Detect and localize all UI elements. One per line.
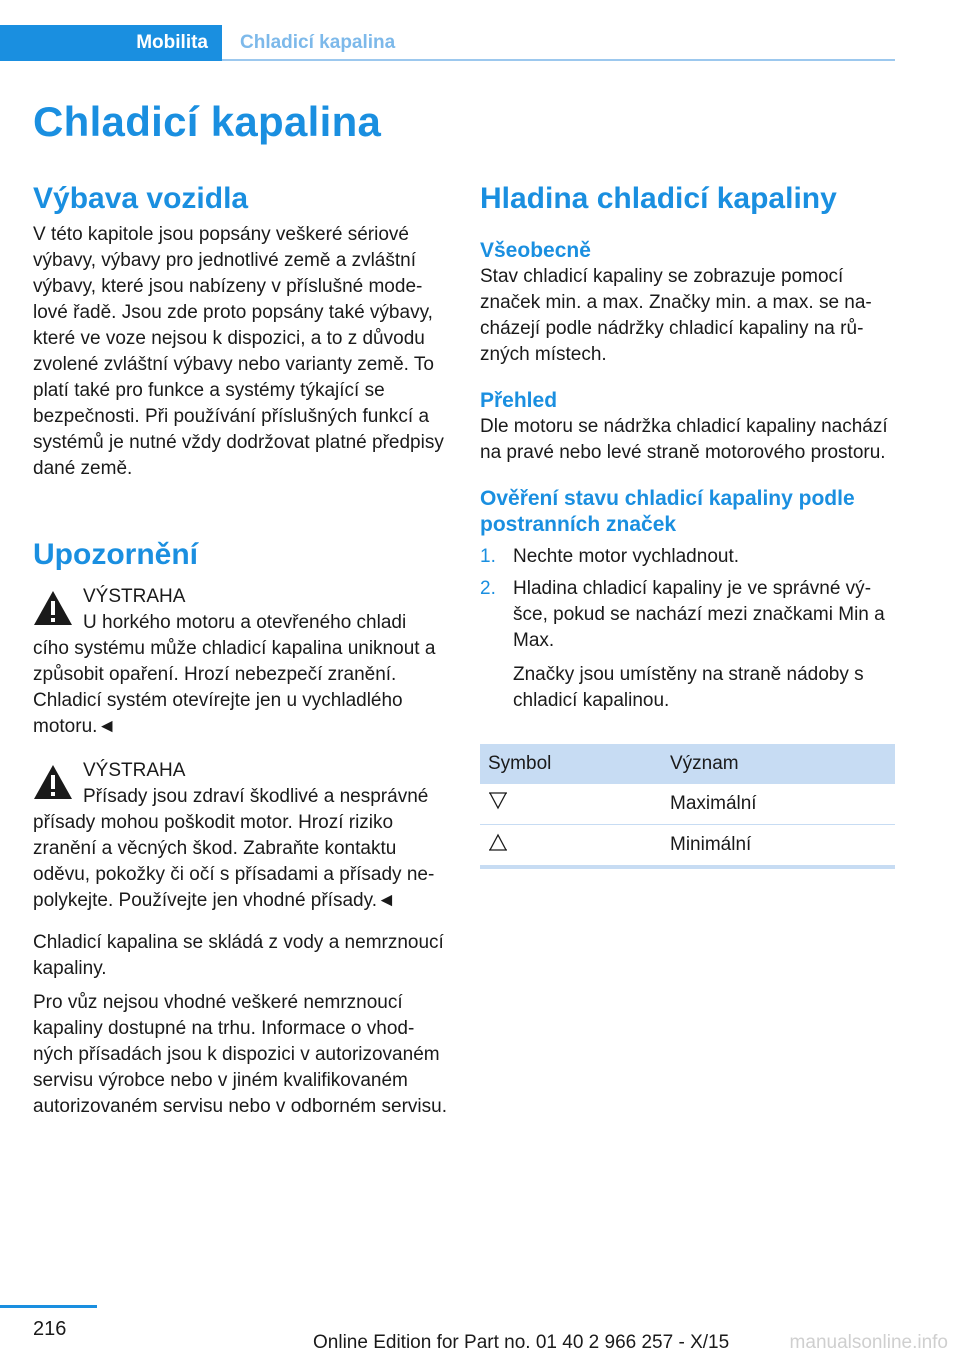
symbol-table bbox=[480, 744, 895, 869]
column-header-meaning: Význam bbox=[662, 744, 895, 784]
warning-text: cího systému může chladicí kapalina uniknout a způsobit opaření. Hrozí nebezpečí zranění. Chladicí systém otevírejte jen u vychladlého motoru.◄ bbox=[33, 638, 436, 737]
step-text: Hladina chladicí kapaliny je ve správné výšce, pokud se nachází mezi značkami Min a Max. bbox=[513, 578, 885, 651]
antifreeze-text: Pro vůz nejsou vhodné veškeré nemrznoucí kapaliny dostupné na trhu. Informace o vhodných přísadách jsou k dispozici v autorizovaném servisu výrobce nebo v jiném kvalifikovaném autorizovaném servisu nebo v odborném servisu. bbox=[33, 992, 447, 1117]
equipment-heading: Výbava vozidla bbox=[33, 182, 249, 215]
step-note: Značky jsou umístěny na straně nádoby s chladicí kapalinou. bbox=[513, 664, 864, 711]
step-number: 1. bbox=[480, 546, 496, 567]
meaning-cell: Minimální bbox=[662, 825, 895, 868]
table-row bbox=[480, 784, 895, 825]
edition-text: Online Edition for Part no. 01 40 2 966 257 - X/15 bbox=[313, 1332, 730, 1353]
step-number: 2. bbox=[480, 578, 496, 599]
table-header-row bbox=[480, 744, 895, 784]
coolant-composition-text: Chladicí kapalina se skládá z vody a nemrznoucí kapaliny. bbox=[33, 932, 444, 979]
column-header-symbol: Symbol bbox=[480, 744, 662, 784]
check-heading: Ověření stavu chladicí kapaliny podle postranních značek bbox=[480, 487, 855, 536]
breadcrumb-current[interactable]: Chladicí kapalina bbox=[240, 32, 396, 53]
notes-heading: Upozornění bbox=[33, 538, 198, 571]
tab-mobilita[interactable]: Mobilita bbox=[0, 25, 222, 61]
warning-triangle-icon bbox=[33, 764, 73, 800]
warning-label: VÝSTRAHA bbox=[83, 760, 186, 781]
max-mark-icon bbox=[488, 792, 508, 810]
warning-block-2 bbox=[33, 758, 448, 914]
steps-list bbox=[480, 544, 895, 654]
meaning-cell: Maximální bbox=[662, 784, 895, 825]
coolant-level-heading: Hladina chladicí kapaliny bbox=[480, 182, 837, 215]
warning-label: VÝSTRAHA bbox=[83, 586, 186, 607]
left-column bbox=[33, 180, 448, 1120]
symbol-cell bbox=[480, 825, 662, 868]
page-title: Chladicí kapalina bbox=[33, 98, 382, 145]
warning-line: U horkého motoru a otevřeného chladi bbox=[83, 612, 407, 633]
overview-heading: Přehled bbox=[480, 389, 558, 412]
warning-text: přísady mohou poškodit motor. Hrozí riziko zranění a věcných škod. Zabraňte kontaktu oděvu, pokožky či očí s přísadami a přísady nepolykejte. Používejte jen vhodné přísady.◄ bbox=[33, 812, 435, 911]
footer-divider bbox=[0, 1305, 97, 1308]
overview-text: Dle motoru se nádržka chladicí kapaliny nachází na pravé nebo levé straně motorového prostoru. bbox=[480, 416, 888, 463]
step-item bbox=[480, 544, 895, 570]
symbol-cell bbox=[480, 784, 662, 825]
general-heading: Všeobecně bbox=[480, 239, 591, 262]
equipment-text: V této kapitole jsou popsány veškeré sériové výbavy, výbavy pro jednotlivé země a zvláštní výbavy, které jsou nabízeny v příslušné modelové řadě. Jsou zde proto popsány také výbavy, které ve voze nejsou k dispozici, a to z důvodu zvolené zvláštní výbavy nebo varianty země. To platí také pro funkce a systémy týkající se bezpečnosti. Při používání příslušných funkcí a systémů je nutné vždy dodržovat platné předpisy dané země. bbox=[33, 224, 444, 479]
general-text: Stav chladicí kapaliny se zobrazuje pomocí značek min. a max. Značky min. a max. se nacházejí podle nádržky chladicí kapaliny na různých místech. bbox=[480, 266, 872, 365]
page-number: 216 bbox=[33, 1318, 67, 1340]
warning-line: Přísady jsou zdraví škodlivé a nesprávné bbox=[83, 786, 429, 807]
step-text: Nechte motor vychladnout. bbox=[513, 546, 740, 567]
right-column bbox=[480, 180, 895, 869]
warning-triangle-icon bbox=[33, 590, 73, 626]
warning-block-1 bbox=[33, 584, 448, 740]
min-mark-icon bbox=[488, 833, 508, 851]
table-row bbox=[480, 825, 895, 868]
step-item bbox=[480, 576, 895, 654]
watermark: manualsonline.info bbox=[789, 1332, 948, 1353]
